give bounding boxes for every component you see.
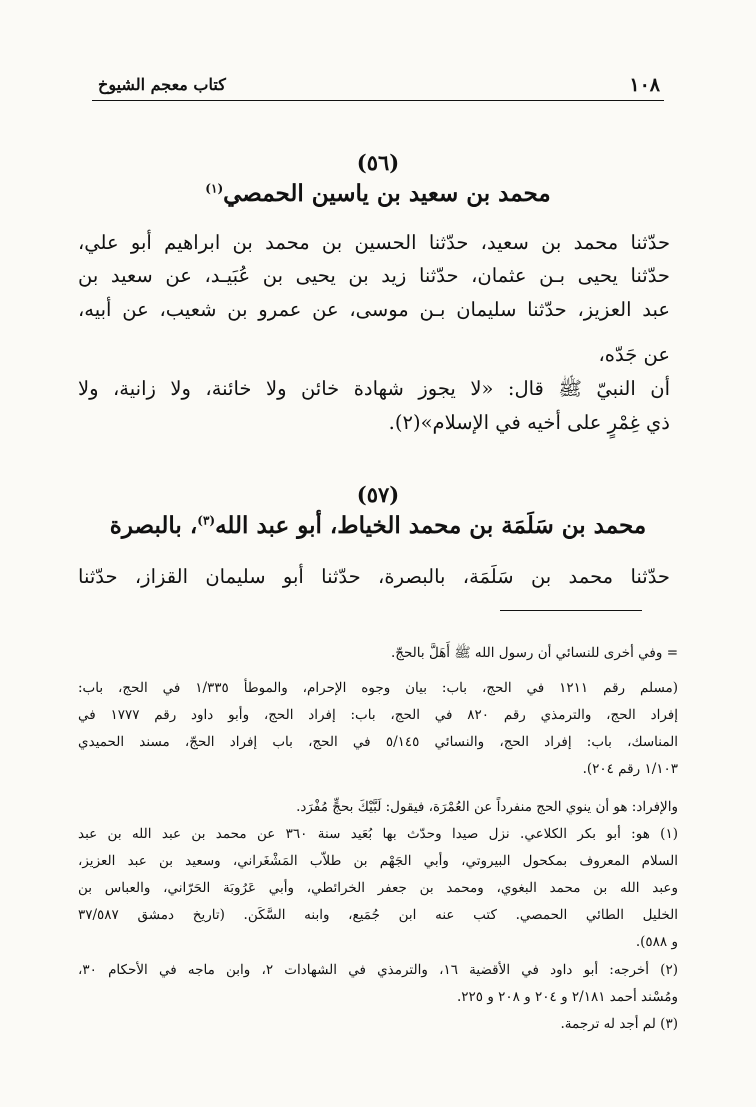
footnote-line: (٢) أخرجه: أبو داود في الأقضية ١٦، والترمذي في الشهادات ٢، وابن ماجه في الأحكام ٣٠، [78, 962, 678, 978]
footnote-line: (مسلم رقم ١٢١١ في الحج، باب: بيان وجوه الإحرام، والموطأ ١/٣٣٥ في الحج، باب: [78, 680, 678, 696]
footnote-line: = وفي أخرى للنسائي أن رسول الله ﷺ أَهَلَّ بالحجّ. [390, 645, 678, 661]
footnote-line: (٣) لم أجد له ترجمة. [560, 1016, 678, 1032]
entry-title-text: محمد بن سَلَمَة بن محمد الخياط، أبو عبد الله [215, 512, 647, 539]
document-page: ١٠٨ كتاب معجم الشيوخ (٥٦) محمد بن سعيد بن ياسين الحمصي$^{(١)}$ حدّثنا محمد بن سعيد، حدّثنا الحسين بن محمد بن ابراهيم أبو علي، حدّثنا يحيى بـن عثمان، حدّثنا زيد بن يحيى بن عُبَيـد، عن سعيد بن عبد العزيز، حدّثنا سليمان بـن موسى، عن عمرو بن شعيب، عن أبيه، عن جَدّه، أن النبيّ ﷺ قال: «لا يجوز شهادة خائن ولا خائنة، ولا زانية، ولا ذي غِمْرٍ على أخيه في الإسلام»(٢). (٥٧) محمد بن سَلَمَة بن محمد الخياط، أبو عبد الله$^{(٣)}$، بالبصرة حدّثنا محمد بن سَلَمَة، بالبصرة، حدّثنا أبو سليمان القزاز، حدّثنا = وفي أخرى للنسائي أن رسول الله ﷺ أَهَلَّ بالحجّ. (مسلم رقم ١٢١١ في الحج، باب: بيان وجوه الإحرام، والموطأ ١/٣٣٥ في الحج، باب: إفراد الحج، والترمذي رقم ٨٢٠ في الحج، باب: إفراد الحج، وأبو داود رقم ١٧٧٧ في المناسك، باب: إفراد الحج، والنسائي ٥/١٤٥ في الحج، باب إفراد الحجّ، مسند الحميدي ١/١٠٣ رقم ٢٠٤). والإفراد: هو أن ينوي الحج منفرداً عن العُمْرَة، فيقول: لَبَّيْكَ بحجٍّ مُفْرَد. (١) هو: أبو بكر الكلاعي. نزل صيدا وحدّث بها بُعَيد سنة ٣٦٠ عن محمد بن عبد الله بن عبد السلام المعروف بمكحول البيروتي، وأبي الجَهْم بن طلاّب المَشْغَراني، وسعيد بن عبد العزيز، وعبد الله بن محمد البغوي، ومحمد بن جعفر الخرائطي، وأبي عَرُوبَة الحَرّاني، والعباس بن الخليل الطائي الحمصي. كتب عنه ابن جُمَيع، وابنه السَّكَن. (تاريخ دمشق ٣٧/٥٨٧ و ٥٨٨). (٢) أخرجه: أبو داود في الأقضية ١٦، والترمذي في الشهادات ٢، وابن ماجه في الأحكام ٣٠، ومُسْند أحمد ٢/١٨١ و ٢٠٤ و ٢٠٨ و ٢٢٥. (٣) لم أجد له ترجمة. [0, 0, 756, 1107]
footnote-line: والإفراد: هو أن ينوي الحج منفرداً عن العُمْرَة، فيقول: لَبَّيْكَ بحجٍّ مُفْرَد. [296, 799, 678, 815]
entry-title-place: ، بالبصرة [109, 512, 198, 539]
page-header [92, 72, 664, 101]
footnote-line: المناسك، باب: إفراد الحج، والنسائي ٥/١٤٥ في الحج، باب إفراد الحجّ، مسند الحميدي [78, 734, 678, 750]
footnote-line: ١/١٠٣ رقم ٢٠٤). [582, 761, 678, 777]
entry-title-text: محمد بن سعيد بن ياسين الحمصي [223, 180, 551, 207]
entry-number-57: (٥٧) [356, 482, 400, 507]
footnote-line: السلام المعروف بمكحول البيروتي، وأبي الجَهْم بن طلاّب المَشْغَراني، وسعيد بن عبد العزيز، [78, 853, 678, 869]
entry-number-56: (٥٦) [356, 150, 400, 175]
footnote-ref: (١) [205, 181, 224, 196]
entry-title-56 [60, 180, 696, 207]
running-title: كتاب معجم الشيوخ [98, 75, 226, 94]
footnote-separator [500, 610, 642, 611]
footnote-line: و ٥٨٨). [635, 934, 678, 950]
footnote-line: وعبد الله بن محمد البغوي، ومحمد بن جعفر الخرائطي، وأبي عَرُوبَة الحَرّاني، والعباس بن [78, 880, 678, 896]
footnote-ref: (٣) [197, 513, 216, 528]
footnote-line: (١) هو: أبو بكر الكلاعي. نزل صيدا وحدّث بها بُعَيد سنة ٣٦٠ عن محمد بن عبد الله بن عبد [78, 826, 678, 842]
footnote-line: إفراد الحج، والترمذي رقم ٨٢٠ في الحج، باب: إفراد الحج، وأبو داود رقم ١٧٧٧ في [78, 707, 678, 723]
footnote-line: ومُسْند أحمد ٢/١٨١ و ٢٠٤ و ٢٠٨ و ٢٢٥. [456, 989, 678, 1005]
footnote-line: الخليل الطائي الحمصي. كتب عنه ابن جُمَيع، وابنه السَّكَن. (تاريخ دمشق ٣٧/٥٨٧ [78, 907, 678, 923]
page-number: ١٠٨ [629, 74, 660, 96]
entry-title-57 [60, 512, 696, 539]
